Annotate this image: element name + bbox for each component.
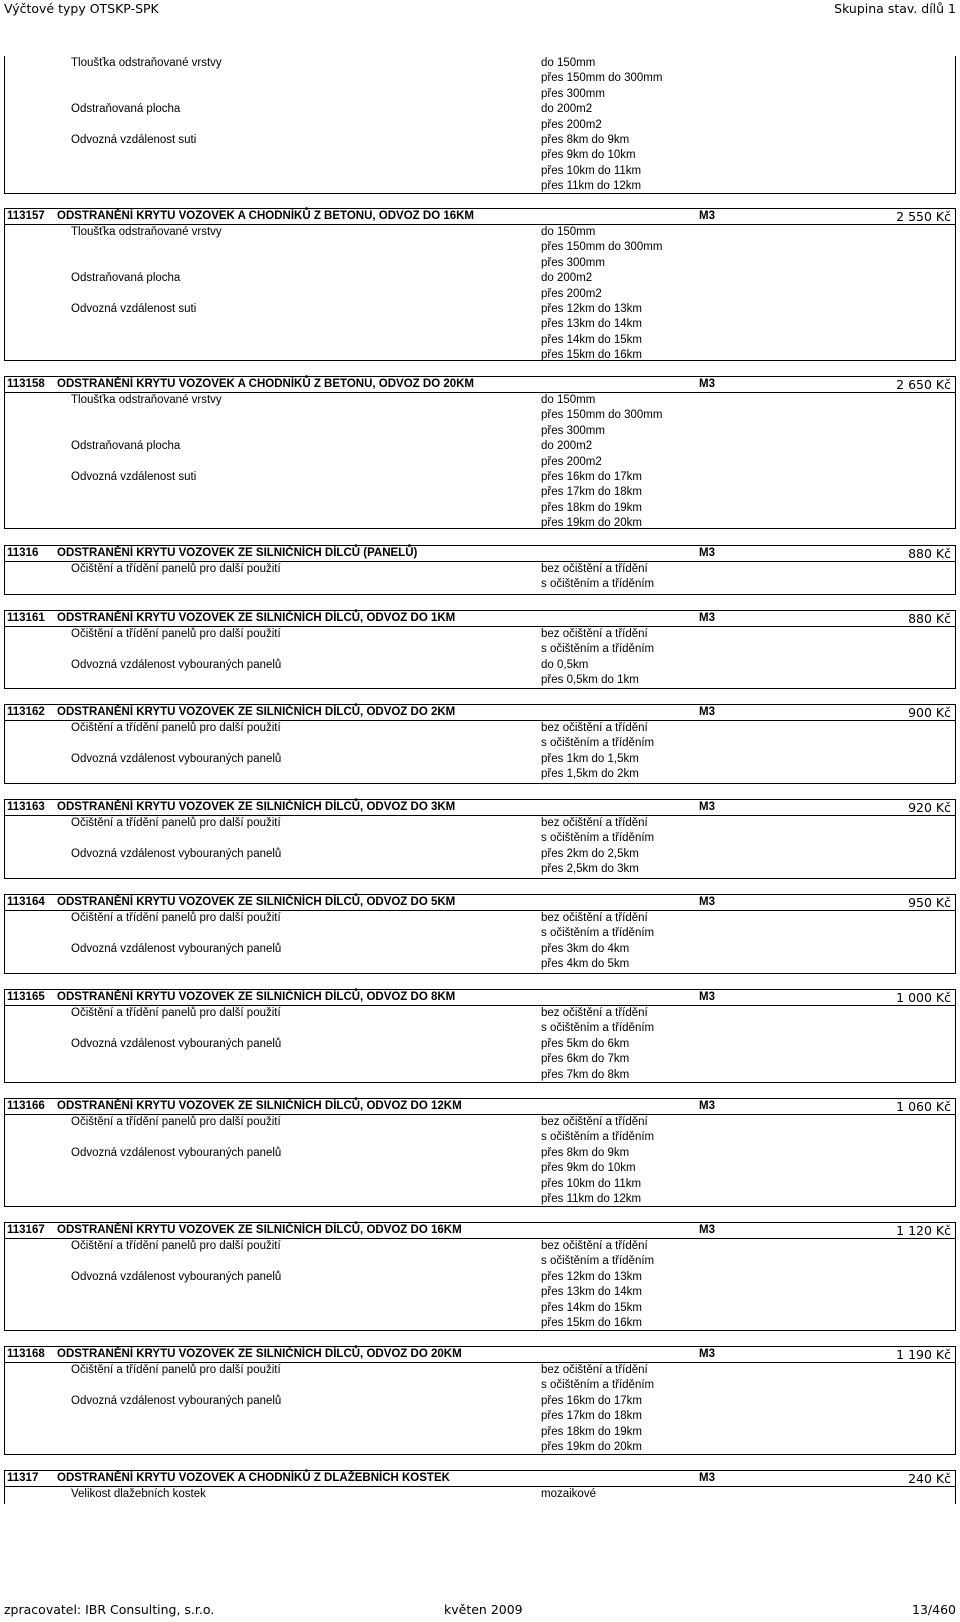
parameter-name: Očištění a třídění panelů pro další použití [71,628,281,640]
parameter-row [5,562,955,577]
parameter-row [5,1316,955,1331]
parameter-row [5,1270,955,1285]
parameter-row [5,118,955,133]
parameter-row [5,1487,955,1502]
parameter-value: přes 16km do 17km [541,470,642,483]
parameter-name: Očištění a třídění panelů pro další použití [71,912,281,924]
parameter-value: bez očištění a třídění [541,817,648,829]
parameter-value: přes 1,5km do 2km [541,768,639,781]
parameter-name: Odvozná vzdálenost vybouraných panelů [71,1270,282,1283]
item-unit: M3 [699,706,715,718]
parameter-row [5,831,955,846]
parameter-rows [5,627,955,689]
item-title: ODSTRANĚNÍ KRYTU VOZOVEK ZE SILNIČNÍCH DÍLCŮ, ODVOZ DO 8KM [57,991,456,1003]
parameter-row [5,56,955,71]
item-header [5,1099,955,1115]
item-code: 113164 [7,896,45,908]
parameter-value: přes 4km do 5km [541,958,630,971]
parameter-row [5,911,955,926]
item-block-113164 [4,894,956,974]
parameter-value: přes 150mm do 300mm [541,241,663,254]
parameter-rows [5,1239,955,1331]
parameter-value: s očištěním a tříděním [541,927,655,940]
parameter-value: přes 7km do 8km [541,1068,630,1081]
parameter-name: Odvozná vzdálenost vybouraných panelů [71,1037,282,1050]
item-unit: M3 [699,612,715,624]
parameter-value: do 200m2 [541,272,593,285]
parameter-value: bez očištění a třídění [541,1116,648,1128]
parameter-value: přes 2,5km do 3km [541,863,639,876]
item-header [5,1471,955,1487]
parameter-row [5,71,955,86]
item-code: 113167 [7,1224,45,1236]
parameter-value: s očištěním a tříděním [541,1131,655,1144]
item-title: ODSTRANĚNÍ KRYTU VOZOVEK A CHODNÍKŮ Z BETONU, ODVOZ DO 16KM [57,210,475,222]
parameter-rows [5,56,955,195]
parameter-value: přes 14km do 15km [541,1301,642,1314]
parameter-value: přes 15km do 16km [541,1316,642,1329]
item-unit: M3 [699,991,715,1003]
parameter-name: Odvozná vzdálenost suti [71,470,197,483]
parameter-row [5,455,955,470]
item-code: 113163 [7,801,45,813]
item-price: 2 550 Kč [896,209,951,224]
parameter-value: přes 9km do 10km [541,1162,636,1175]
parameter-row [5,942,955,957]
parameter-name: Tloušťka odstraňované vrstvy [71,394,222,406]
item-price: 1 190 Kč [896,1347,951,1362]
parameter-row [5,577,955,592]
item-unit: M3 [699,1348,715,1360]
item-header [5,1347,955,1363]
item-header [5,209,955,225]
parameter-name: Očištění a třídění panelů pro další použití [71,1007,281,1019]
parameter-value: přes 300mm [541,256,605,269]
parameter-value: do 150mm [541,57,596,69]
item-price: 240 Kč [908,1471,951,1486]
parameter-row [5,148,955,163]
parameter-rows [5,393,955,532]
parameter-value: přes 8km do 9km [541,1146,630,1159]
parameter-row [5,1301,955,1316]
parameter-value: přes 3km do 4km [541,942,630,955]
parameter-value: do 0,5km [541,658,589,671]
parameter-row [5,1425,955,1440]
item-code: 113166 [7,1100,45,1112]
parameter-value: s očištěním a tříděním [541,832,655,845]
parameter-row [5,164,955,179]
item-title: ODSTRANĚNÍ KRYTU VOZOVEK ZE SILNIČNÍCH DÍLCŮ, ODVOZ DO 2KM [57,706,456,718]
parameter-row [5,179,955,194]
item-unit: M3 [699,1100,715,1112]
parameter-name: Odvozná vzdálenost suti [71,302,197,315]
parameter-row [5,501,955,516]
parameter-name: Očištění a třídění panelů pro další použití [71,817,281,829]
parameter-value: s očištěním a tříděním [541,1379,655,1392]
page-footer [0,1600,960,1622]
parameter-value: přes 150mm do 300mm [541,409,663,422]
parameter-name: Odvozná vzdálenost vybouraných panelů [71,658,282,671]
item-title: ODSTRANĚNÍ KRYTU VOZOVEK ZE SILNIČNÍCH DÍLCŮ, ODVOZ DO 12KM [57,1100,462,1112]
parameter-value: s očištěním a tříděním [541,1255,655,1268]
item-block-11317 [4,1470,956,1504]
parameter-name: Odstraňovaná plocha [71,440,181,453]
parameter-value: mozaikové [541,1488,596,1500]
parameter-rows [5,816,955,878]
item-code: 11316 [7,547,39,559]
item-price: 1 000 Kč [896,990,951,1005]
parameter-row [5,317,955,332]
parameter-name: Očištění a třídění panelů pro další použití [71,722,281,734]
parameter-row [5,658,955,673]
item-block-113168 [4,1346,956,1455]
parameter-row [5,1037,955,1052]
item-title: ODSTRANĚNÍ KRYTU VOZOVEK ZE SILNIČNÍCH DÍLCŮ, ODVOZ DO 5KM [57,896,456,908]
item-title: ODSTRANĚNÍ KRYTU VOZOVEK A CHODNÍKŮ Z DLAŽEBNÍCH KOSTEK [57,1472,450,1484]
parameter-value: bez očištění a třídění [541,1364,648,1376]
parameter-value: přes 2km do 2,5km [541,847,639,860]
parameter-value: bez očištění a třídění [541,1007,648,1019]
parameter-value: přes 12km do 13km [541,302,642,315]
parameter-value: přes 10km do 11km [541,164,642,177]
parameter-value: s očištěním a tříděním [541,737,655,750]
parameter-row [5,1130,955,1145]
parameter-row [5,1177,955,1192]
parameter-value: přes 18km do 19km [541,501,642,514]
parameter-rows [5,721,955,783]
parameter-row [5,271,955,286]
parameter-row [5,752,955,767]
parameter-value: do 200m2 [541,103,593,116]
parameter-value: přes 5km do 6km [541,1037,630,1050]
parameter-row [5,1409,955,1424]
parameter-row [5,642,955,657]
parameter-rows [5,1006,955,1083]
parameter-row [5,1363,955,1378]
item-unit: M3 [699,378,715,390]
parameter-row [5,862,955,877]
item-block-11316 [4,545,956,595]
parameter-row [5,1052,955,1067]
item-block-113166 [4,1098,956,1207]
parameter-value: přes 11km do 12km [541,1192,642,1205]
parameter-name: Odvozná vzdálenost vybouraných panelů [71,942,282,955]
parameter-value: přes 300mm [541,424,605,437]
parameter-row [5,1378,955,1393]
parameter-value: s očištěním a tříděním [541,643,655,656]
parameter-row [5,256,955,271]
parameter-value: přes 13km do 14km [541,1286,642,1299]
parameter-value: přes 16km do 17km [541,1394,642,1407]
parameter-row [5,225,955,240]
parameter-row [5,847,955,862]
parameter-name: Tloušťka odstraňované vrstvy [71,57,222,69]
parameter-row [5,736,955,751]
parameter-value: přes 17km do 18km [541,1410,642,1423]
parameter-name: Očištění a třídění panelů pro další použití [71,1240,281,1252]
parameter-row [5,1239,955,1254]
footer-page-number: 13/460 [912,1602,956,1617]
parameter-row [5,1192,955,1207]
parameter-value: do 150mm [541,394,596,406]
parameter-name: Velikost dlažebních kostek [71,1488,206,1500]
parameter-value: přes 19km do 20km [541,1440,642,1453]
parameter-name: Odvozná vzdálenost suti [71,133,197,146]
parameter-value: do 150mm [541,226,596,238]
item-code: 113158 [7,378,45,390]
item-price: 1 060 Kč [896,1099,951,1114]
parameter-row [5,302,955,317]
parameter-value: přes 11km do 12km [541,180,642,193]
parameter-name: Odvozná vzdálenost vybouraných panelů [71,1146,282,1159]
parameter-rows [5,225,955,364]
parameter-value: přes 0,5km do 1km [541,674,639,687]
parameter-row [5,333,955,348]
parameter-row [5,1021,955,1036]
item-header [5,895,955,911]
item-title: ODSTRANĚNÍ KRYTU VOZOVEK ZE SILNIČNÍCH DÍLCŮ, ODVOZ DO 20KM [57,1348,462,1360]
parameter-value: bez očištění a třídění [541,722,648,734]
item-code: 113168 [7,1348,45,1360]
item-price: 1 120 Kč [896,1223,951,1238]
item-header [5,800,955,816]
parameter-value: bez očištění a třídění [541,1240,648,1252]
parameter-value: přes 200m2 [541,455,602,468]
parameter-rows [5,911,955,973]
item-header [5,546,955,562]
parameter-rows [5,1115,955,1207]
item-code: 113162 [7,706,45,718]
parameter-row [5,102,955,117]
item-unit: M3 [699,210,715,222]
parameter-value: přes 8km do 9km [541,133,630,146]
parameter-value: s očištěním a tříděním [541,1022,655,1035]
parameter-row [5,627,955,642]
parameter-row [5,485,955,500]
parameter-row [5,926,955,941]
item-code: 113165 [7,991,45,1003]
parameter-rows [5,1363,955,1455]
parameter-value: bez očištění a třídění [541,912,648,924]
parameter-name: Očištění a třídění panelů pro další použití [71,1364,281,1376]
parameter-row [5,240,955,255]
parameter-name: Odstraňovaná plocha [71,272,181,285]
parameter-value: přes 10km do 11km [541,1177,642,1190]
item-title: ODSTRANĚNÍ KRYTU VOZOVEK ZE SILNIČNÍCH DÍLCŮ (PANELŮ) [57,547,418,559]
item-header [5,1223,955,1239]
parameter-row [5,393,955,408]
item-block-113158 [4,376,956,529]
item-unit: M3 [699,896,715,908]
item-header [5,611,955,627]
parameter-row [5,424,955,439]
parameter-value: přes 18km do 19km [541,1425,642,1438]
item-block-113167 [4,1222,956,1331]
item-unit: M3 [699,1224,715,1236]
parameter-value: přes 19km do 20km [541,517,642,530]
parameter-row [5,133,955,148]
item-header [5,990,955,1006]
item-price: 950 Kč [908,895,951,910]
parameter-row [5,1394,955,1409]
item-title: ODSTRANĚNÍ KRYTU VOZOVEK A CHODNÍKŮ Z BETONU, ODVOZ DO 20KM [57,378,475,390]
parameter-value: přes 14km do 15km [541,333,642,346]
parameter-row [5,287,955,302]
item-title: ODSTRANĚNÍ KRYTU VOZOVEK ZE SILNIČNÍCH DÍLCŮ, ODVOZ DO 16KM [57,1224,462,1236]
parameter-row [5,767,955,782]
parameter-name: Odstraňovaná plocha [71,103,181,116]
footer-date: květen 2009 [444,1602,523,1617]
item-header [5,377,955,393]
parameter-name: Očištění a třídění panelů pro další použití [71,563,281,575]
parameter-row [5,516,955,531]
item-code: 11317 [7,1472,39,1484]
parameter-name: Odvozná vzdálenost vybouraných panelů [71,847,282,860]
parameter-rows [5,1487,955,1502]
parameter-value: do 200m2 [541,440,593,453]
parameter-value: přes 200m2 [541,118,602,131]
parameter-value: přes 150mm do 300mm [541,72,663,85]
item-code: 113157 [7,210,45,222]
header-group-title: Skupina stav. dílů 1 [834,1,956,16]
item-unit: M3 [699,1472,715,1484]
item-title: ODSTRANĚNÍ KRYTU VOZOVEK ZE SILNIČNÍCH DÍLCŮ, ODVOZ DO 3KM [57,801,456,813]
parameter-row [5,1254,955,1269]
item-price: 920 Kč [908,800,951,815]
item-unit: M3 [699,801,715,813]
parameter-row [5,1006,955,1021]
parameter-rows [5,562,955,593]
item-header [5,705,955,721]
parameter-row [5,1146,955,1161]
parameter-row [5,1161,955,1176]
item-block-113157 [4,208,956,361]
parameter-value: přes 300mm [541,87,605,100]
parameter-value: přes 200m2 [541,287,602,300]
parameter-row [5,348,955,363]
parameter-name: Očištění a třídění panelů pro další použití [71,1116,281,1128]
parameter-row [5,87,955,102]
parameter-row [5,721,955,736]
parameter-value: přes 12km do 13km [541,1270,642,1283]
parameter-value: přes 13km do 14km [541,318,642,331]
parameter-name: Odvozná vzdálenost vybouraných panelů [71,1394,282,1407]
parameter-row [5,408,955,423]
item-title: ODSTRANĚNÍ KRYTU VOZOVEK ZE SILNIČNÍCH DÍLCŮ, ODVOZ DO 1KM [57,612,456,624]
item-block-113163 [4,799,956,879]
parameter-value: s očištěním a tříděním [541,578,655,591]
item-price: 880 Kč [908,546,951,561]
parameter-value: bez očištění a třídění [541,628,648,640]
item-unit: M3 [699,547,715,559]
footer-author: zpracovatel: IBR Consulting, s.r.o. [4,1602,215,1617]
parameter-value: přes 6km do 7km [541,1053,630,1066]
parameter-row [5,673,955,688]
item-block-113165 [4,989,956,1083]
parameter-row [5,1115,955,1130]
parameter-row [5,1068,955,1083]
parameter-value: bez očištění a třídění [541,563,648,575]
parameter-row [5,1285,955,1300]
parameter-row [5,1440,955,1455]
item-price: 880 Kč [908,611,951,626]
item-block-113161 [4,610,956,689]
parameter-row [5,439,955,454]
item-block-113162 [4,704,956,784]
item-code: 113161 [7,612,45,624]
parameter-value: přes 1km do 1,5km [541,752,639,765]
item-block-continued [4,56,956,194]
header-document-title: Výčtové typy OTSKP-SPK [4,1,159,16]
parameter-value: přes 15km do 16km [541,349,642,362]
parameter-row [5,470,955,485]
parameter-row [5,957,955,972]
item-price: 900 Kč [908,705,951,720]
item-price: 2 650 Kč [896,377,951,392]
parameter-name: Tloušťka odstraňované vrstvy [71,226,222,238]
parameter-value: přes 9km do 10km [541,149,636,162]
parameter-row [5,816,955,831]
parameter-name: Odvozná vzdálenost vybouraných panelů [71,752,282,765]
parameter-value: přes 17km do 18km [541,486,642,499]
